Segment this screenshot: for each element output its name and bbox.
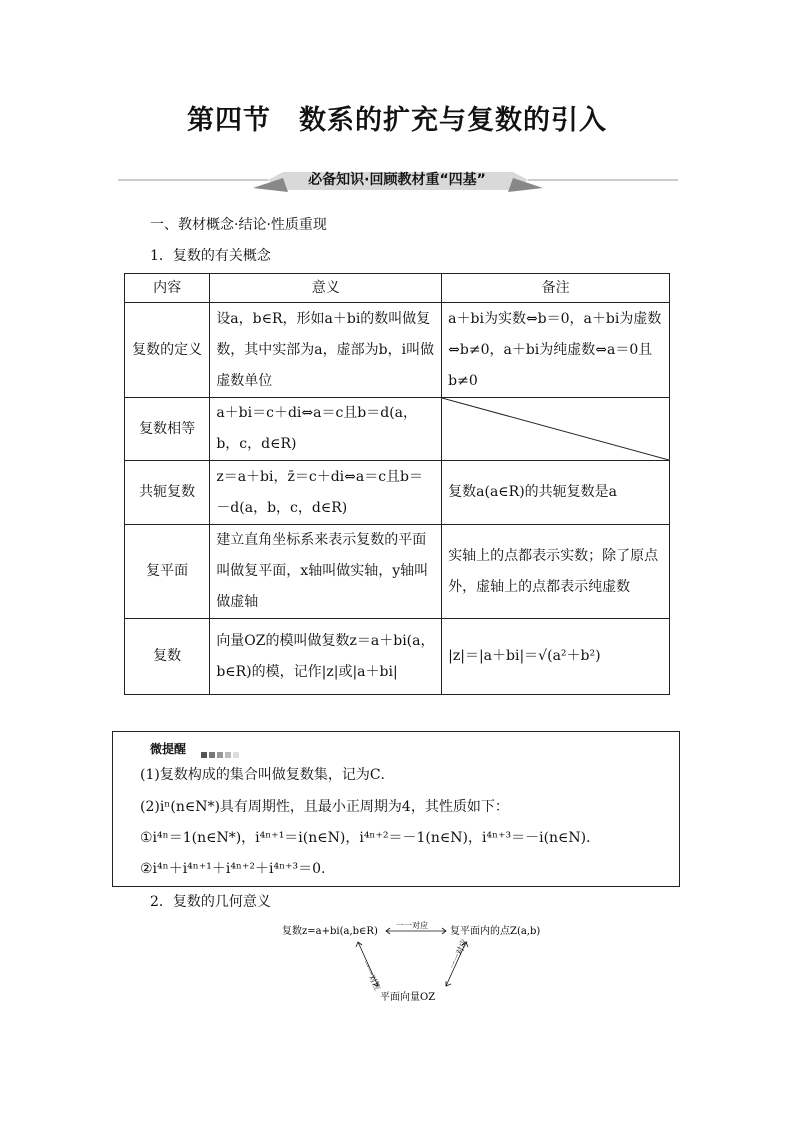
tip-line: ②i⁴ⁿ＋i⁴ⁿ⁺¹＋i⁴ⁿ⁺²＋i⁴ⁿ⁺³＝0. <box>140 861 326 877</box>
table-row <box>125 619 670 695</box>
page-title: 第四节 数系的扩充与复数的引入 <box>187 105 607 136</box>
geometry-diagram <box>270 918 560 1008</box>
table-header-row <box>125 274 670 303</box>
tip-dots-icon <box>201 743 241 762</box>
table-header: 意义 <box>210 274 442 303</box>
row-meaning: z＝a＋bi，z̄＝c＋di⇔a＝c且b＝－d(a，b，c，d∈R) <box>210 461 442 525</box>
row-name: 共轭复数 <box>125 461 210 525</box>
subsection-heading: 1．复数的有关概念 <box>150 248 271 264</box>
row-note: a＋bi为实数⇔b＝0，a＋bi为虚数⇔b≠0，a＋bi为纯虚数⇔a＝0且b≠0 <box>442 303 670 398</box>
diagonal-line <box>442 398 669 460</box>
table-header: 备注 <box>442 274 670 303</box>
diagram-arrow-label: 一一对应 <box>360 959 382 992</box>
row-name: 复平面 <box>125 525 210 619</box>
section-heading: 一、教材概念·结论·性质重现 <box>150 217 327 233</box>
row-name: 复数的定义 <box>125 303 210 398</box>
diagram-arrow-label: 一一对应 <box>447 938 470 971</box>
row-name: 复数 <box>125 619 210 695</box>
row-note: 实轴上的点都表示实数；除了原点外，虚轴上的点都表示纯虚数 <box>442 525 670 619</box>
tip-line: (1)复数构成的集合叫做复数集，记为C． <box>140 767 395 783</box>
row-note-empty <box>442 398 670 461</box>
row-note: 复数a(a∈R)的共轭复数是a <box>442 461 670 525</box>
tip-line: ①i⁴ⁿ＝1(n∈N*)，i⁴ⁿ⁺¹＝i(n∈N)，i⁴ⁿ⁺²＝－1(n∈N)，i⁴ⁿ⁺³＝－i(n∈N)． <box>140 830 601 846</box>
diagram-bottom: 平面向量OZ <box>380 992 436 1003</box>
row-meaning: 设a，b∈R，形如a＋bi的数叫做复数，其中实部为a，虚部为b，i叫做虚数单位 <box>210 303 442 398</box>
table-row <box>125 525 670 619</box>
table-row <box>125 303 670 398</box>
row-name: 复数相等 <box>125 398 210 461</box>
diagram-left: 复数z=a+bi(a,b∈R) <box>282 926 378 937</box>
row-meaning: 向量OZ的模叫做复数z＝a＋bi(a，b∈R)的模，记作|z|或|a＋bi| <box>210 619 442 695</box>
concept-table <box>124 273 670 695</box>
tip-line: (2)iⁿ(n∈N*)具有周期性，且最小正周期为4，其性质如下： <box>140 799 509 815</box>
table-header: 内容 <box>125 274 210 303</box>
diagram-right: 复平面内的点Z(a,b) <box>450 926 541 937</box>
banner-text: 必备知识·回顾教材重“四基” <box>308 172 486 188</box>
tip-label: 微提醒 <box>150 742 187 756</box>
diagram-arrow-label: 一一对应 <box>396 921 428 930</box>
table-row <box>125 461 670 525</box>
subsection-heading: 2．复数的几何意义 <box>150 894 271 910</box>
table-row <box>125 398 670 461</box>
row-meaning: 建立直角坐标系来表示复数的平面叫做复平面，x轴叫做实轴，y轴叫做虚轴 <box>210 525 442 619</box>
row-meaning: a＋bi＝c＋di⇔a＝c且b＝d(a，b，c，d∈R) <box>210 398 442 461</box>
row-note: |z|＝|a＋bi|＝√(a²＋b²) <box>442 619 670 695</box>
